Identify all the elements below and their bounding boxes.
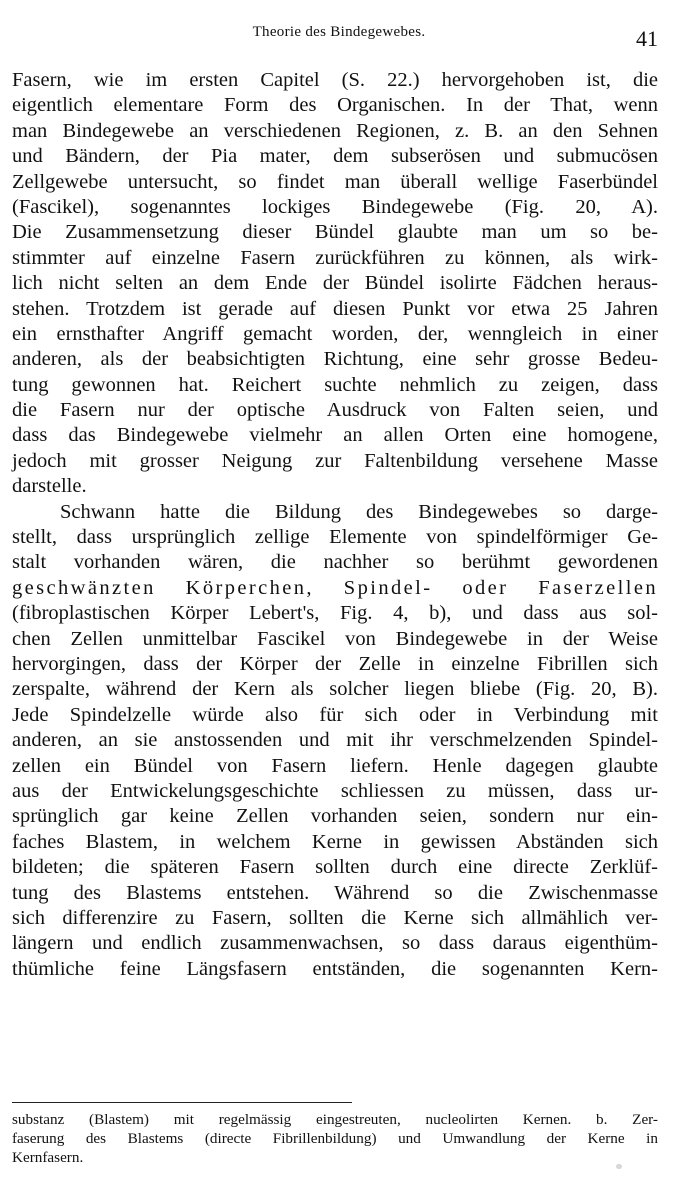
text-line: Jede Spindelzelle würde also für sich oder in Verbindung mit <box>12 703 658 726</box>
text-line: die Fasern nur der optische Ausdruck von Falten seien, und <box>12 399 658 422</box>
text-line: geschwänzten Körperchen, Spindel- oder Faserzellen <box>12 576 658 599</box>
paper-speck <box>616 1164 622 1169</box>
footnote-divider <box>12 1102 352 1103</box>
text-line: tung des Blastems entstehen. Während so die Zwischenmasse <box>12 881 658 904</box>
text-line: dass das Bindegewebe vielmehr an allen Orten eine homogene, <box>12 424 658 447</box>
text-line: lich nicht selten an dem Ende der Bündel isolirte Fädchen heraus- <box>12 272 658 295</box>
text-line: aus der Entwickelungsgeschichte schliessen zu müssen, dass ur- <box>12 779 658 802</box>
text-line: bildeten; die späteren Fasern sollten durch eine directe Zerklüf- <box>12 856 658 879</box>
text-line: Die Zusammensetzung dieser Bündel glaubte man um so be- <box>12 221 658 244</box>
footnote-line: faserung des Blastems (directe Fibrillenbildung) und Umwandlung der Kerne in <box>12 1130 658 1147</box>
text-line: Fasern, wie im ersten Capitel (S. 22.) hervorgehoben ist, die <box>12 69 658 91</box>
text-line: längern und endlich zusammenwachsen, so dass daraus eigenthüm- <box>12 932 658 955</box>
text-line: jedoch mit grosser Neigung zur Faltenbildung versehene Masse <box>12 449 658 472</box>
text-line: chen Zellen unmittelbar Fascikel von Bindegewebe in der Weise <box>12 627 658 650</box>
text-line: man Bindegewebe an verschiedenen Regionen, z. B. an den Sehnen <box>12 119 658 142</box>
text-line: faches Blastem, in welchem Kerne in gewissen Abständen sich <box>12 830 658 853</box>
page-number: 41 <box>636 26 658 51</box>
text-line: eigentlich elementare Form des Organischen. In der That, wenn <box>12 94 658 117</box>
text-line: anderen, als der beabsichtigten Richtung, eine sehr grosse Bedeu- <box>12 348 658 371</box>
text-line: stimmter auf einzelne Fasern zurückführen zu können, als wirk- <box>12 246 658 269</box>
text-line: Zellgewebe untersucht, so findet man überall wellige Faserbündel <box>12 170 658 193</box>
text-line: (Fascikel), sogenanntes lockiges Bindegewebe (Fig. 20, A). <box>12 195 658 218</box>
text-line: stalt vorhanden wären, die nachher so berühmt gewordenen <box>12 551 658 574</box>
text-line: zerspalte, während der Kern als solcher liegen bliebe (Fig. 20, B). <box>12 678 658 701</box>
text-line: stellt, dass ursprünglich zellige Elemente von spindelförmiger Ge- <box>12 526 658 549</box>
text-line: stehen. Trotzdem ist gerade auf diesen Punkt vor etwa 25 Jahren <box>12 297 658 320</box>
text-line: sprünglich gar keine Zellen vorhanden seien, sondern nur ein- <box>12 805 658 828</box>
paragraph-end-line: darstelle. <box>12 475 87 498</box>
body-text <box>12 68 658 982</box>
footnote-line: Kernfasern. <box>12 1149 84 1166</box>
text-line: (fibroplastischen Körper Lebert's, Fig. 4, b), und dass aus sol- <box>12 602 658 625</box>
text-line: thümliche feine Längsfasern entständen, die sogenannten Kern- <box>12 957 658 980</box>
text-line: zellen ein Bündel von Fasern liefern. Henle dagegen glaubte <box>12 754 658 777</box>
running-title: Theorie des Bindegewebes. <box>252 24 426 40</box>
paragraph-start-line: Schwann hatte die Bildung des Bindegewebes so darge- <box>60 500 658 523</box>
text-line: tung gewonnen hat. Reichert suchte nehmlich zu zeigen, dass <box>12 373 658 396</box>
text-line: ein ernsthafter Angriff gemacht worden, der, wenngleich in einer <box>12 322 658 345</box>
text-line: anderen, an sie anstossenden und mit ihr verschmelzenden Spindel- <box>12 729 658 752</box>
text-line: und Bändern, der Pia mater, dem subserösen und submucösen <box>12 145 658 168</box>
text-line: hervorgingen, dass der Körper der Zelle in einzelne Fibrillen sich <box>12 652 658 675</box>
footnote-line: substanz (Blastem) mit regelmässig eingestreuten, nucleolirten Kernen. b. Zer- <box>12 1111 658 1128</box>
footnote <box>12 1110 658 1167</box>
page-header <box>0 24 678 54</box>
text-line: sich differenzire zu Fasern, sollten die Kerne sich allmählich ver- <box>12 906 658 929</box>
